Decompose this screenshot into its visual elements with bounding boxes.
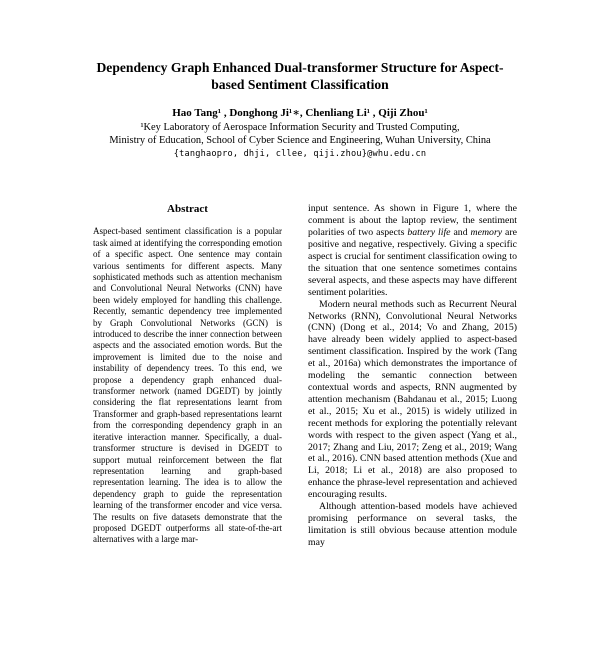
- authors-line: Hao Tang¹ , Donghong Ji¹∗, Chenliang Li¹ , Qiji Zhou¹: [172, 107, 428, 120]
- para1-text-between-aspects: and: [450, 227, 471, 239]
- body-paragraph-1: [308, 203, 517, 298]
- right-column: [308, 203, 517, 548]
- para1-text-after-aspects: are positive and negative, respectively. Giving a specific aspect is crucial for sentiment classification owing to the situation that one sentence sometimes contains several aspects, and these aspects may have different sentiment polarities.: [308, 227, 517, 298]
- aspect-term-battery-life: battery life: [407, 227, 451, 239]
- email-line: {tanghaopro, dhji, cllee, qiji.zhou}@whu.edu.cn: [173, 149, 427, 160]
- affiliation-line-1: ¹Key Laboratory of Aerospace Information Security and Trusted Computing,: [140, 122, 460, 134]
- aspect-term-memory: memory: [470, 227, 503, 239]
- paper-title: Dependency Graph Enhanced Dual-transformer Structure for Aspect-based Sentiment Classification: [96, 60, 504, 92]
- paper-page: [0, 60, 600, 660]
- abstract-text: Aspect-based sentiment classification is a popular task aimed at identifying the corresponding emotion of a specific aspect. One sentence may contain various sentiments for different aspects. Many sophisticated methods such as attention mechanism and Convolutional Neural Networks (CNN) have been widely employed for handling this challenge. Recently, semantic dependency tree implemented by Graph Convolutional Networks (GCN) is introduced to describe the inner connection between aspects and the associated emotion words. But the improvement is limited due to the noise and instability of dependency trees. To this end, we propose a dependency graph enhanced dual-transformer network (named DGEDT) by jointly considering the flat representations learnt from Transformer and graph-based representations learnt from the corresponding dependency graph in an iterative interaction manner. Specifically, a dual-transformer structure is devised in DGEDT to support mutual reinforcement between the flat representation learning and graph-based representation learning. The idea is to allow the dependency graph to guide the representation learning of the transformer encoder and vice versa. The results on five datasets demonstrate that the proposed DGEDT outperforms all state-of-the-art alternatives with a large mar-: [93, 226, 282, 545]
- body-paragraph-3: Although attention-based models have achieved promising performance on several tasks, the limitation is still obvious because attention module may: [308, 501, 517, 548]
- left-column: [83, 203, 292, 548]
- affiliation-line-2: Ministry of Education, School of Cyber Science and Engineering, Wuhan University, China: [109, 135, 491, 147]
- para1-text-before-aspects: input sentence. As shown in Figure 1, where the comment is about the laptop review, the sentiment polarities of two aspects: [308, 203, 517, 239]
- abstract-heading: Abstract: [167, 203, 208, 216]
- body-paragraph-2: Modern neural methods such as Recurrent Neural Networks (RNN), Convolutional Neural Networks (CNN) (Dong et al., 2014; Vo and Zhang, 2015) have already been widely applied to aspect-based sentiment classification. Inspired by the work (Tang et al., 2016a) which demonstrates the importance of modeling the semantic connection between contextual words and aspects, RNN augmented by attention mechanism (Bahdanau et al., 2015; Luong et al., 2015; Xu et al., 2015) is widely utilized in recent methods for exploring the potentially relevant words with respect to the given aspect (Yang et al., 2017; Zhang and Liu, 2017; Zeng et al., 2019; Wang et al., 2016). CNN based attention methods (Xue and Li, 2018; Li et al., 2018) are also proposed to enhance the phrase-level representation and achieved encouraging results.: [308, 298, 517, 501]
- two-column-layout: [83, 203, 517, 548]
